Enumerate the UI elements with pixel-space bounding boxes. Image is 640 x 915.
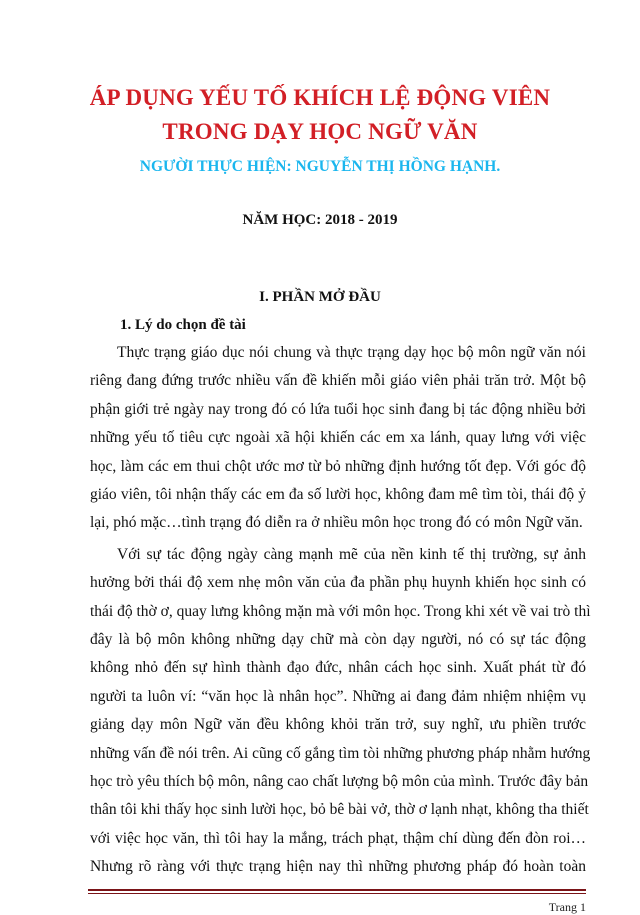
- footer-rule-thin: [88, 893, 586, 894]
- subsection-heading: 1. Lý do chọn đề tài: [120, 317, 246, 333]
- document-title-line-2: TRONG DẠY HỌC NGỮ VĂN: [162, 119, 478, 144]
- paragraph-line: học trò yêu thích bộ môn, nâng cao chất lượng bộ môn của mình. Trước đây bản: [90, 773, 589, 790]
- paragraph-line: thái độ thờ ơ, quay lưng không mặn mà với môn học. Trong khi xét về vai trò thì: [90, 603, 591, 620]
- footer-rule: [88, 889, 586, 891]
- paragraph-line: Với sự tác động ngày càng mạnh mẽ của nền kinh tế thị trường, sự ảnh: [117, 546, 586, 563]
- paragraph-line: giảng dạy môn Ngữ văn đều không khỏi trăn trở, suy nghĩ, ưu phiền trước: [90, 716, 586, 733]
- school-year: NĂM HỌC: 2018 - 2019: [242, 212, 398, 228]
- paragraph-line: Nhưng rõ ràng với thực trạng hiện nay thì những phương pháp đó hoàn toàn: [90, 858, 586, 875]
- author-line: NGƯỜI THỰC HIỆN: NGUYỄN THỊ HỒNG HẠNH.: [139, 158, 501, 175]
- paragraph-line: lại, phó mặc…tình trạng đó diễn ra ở nhiều môn học trong đó có môn Ngữ văn.: [90, 514, 583, 531]
- paragraph-line: những yếu tố tiêu cực ngoài xã hội khiến các em xa lánh, quay lưng với việc: [90, 429, 586, 446]
- paragraph-line: những vấn đề nói trên. Ai cũng cố gắng tìm tòi những phương pháp nhằm hướng: [90, 745, 591, 762]
- paragraph-line: thân tôi khi thấy học sinh lười học, bỏ bê bài vở, thờ ơ lạnh nhạt, không tha thiết: [90, 801, 589, 818]
- paragraph-line: đây là bộ môn không những dạy chữ mà còn dạy người, nó có sự tác động: [90, 631, 586, 648]
- paragraph-line: không nhỏ đến sự hình thành đạo đức, nhân cách học sinh. Xuất phát từ đó: [90, 659, 586, 676]
- page-number: Trang 1: [548, 900, 586, 914]
- section-heading: I. PHẦN MỞ ĐẦU: [259, 289, 381, 305]
- paragraph-line: Thực trạng giáo dục nói chung và thực trạng dạy học bộ môn ngữ văn nói: [117, 344, 586, 361]
- paragraph-line: với việc học văn, thì tôi hay la mắng, trách phạt, thậm chí dùng đến đòn roi…: [90, 830, 586, 847]
- paragraph-line: người ta luôn ví: “văn học là nhân học”. Những ai đang đảm nhiệm nhiệm vụ: [90, 688, 586, 705]
- document-title-line-1: ÁP DỤNG YẾU TỐ KHÍCH LỆ ĐỘNG VIÊN: [89, 85, 551, 110]
- paragraph-line: hưởng bởi thái độ xem nhẹ môn văn của đa phần phụ huynh khiến học sinh có: [90, 574, 586, 591]
- paragraph-line: học, làm các em thui chột ước mơ từ bỏ những định hướng tốt đẹp. Với góc độ: [90, 458, 586, 475]
- paragraph-line: riêng đang đứng trước nhiều vấn đề khiến mỗi giáo viên phải trăn trở. Một bộ: [90, 372, 586, 389]
- paragraph-line: giáo viên, tôi nhận thấy các em đa số lười học, không đam mê tìm tòi, thái độ ỷ: [90, 486, 586, 503]
- paragraph-line: phận giới trẻ ngày nay trong đó có lứa tuổi học sinh đang bị tác động nhiều bởi: [90, 401, 586, 418]
